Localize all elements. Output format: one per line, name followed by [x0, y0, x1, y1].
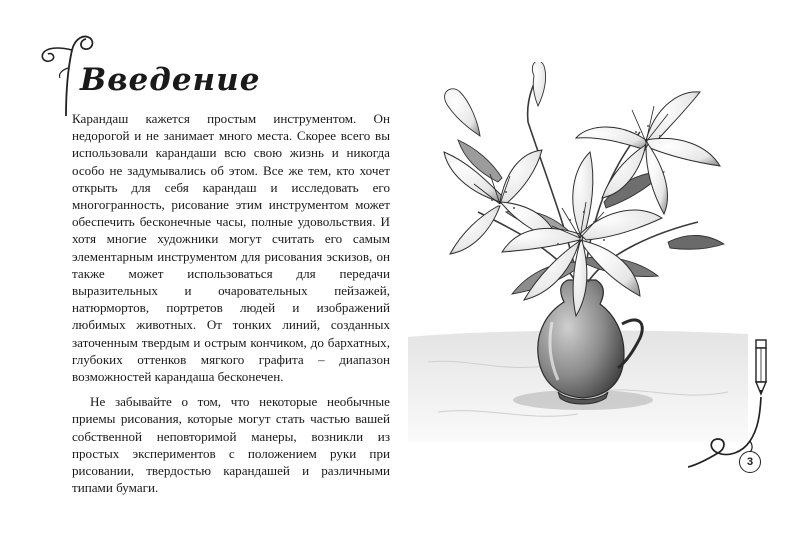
paragraph-2: Не забывайте о том, что некоторые необычные приемы рисования, которые могут стать частью вашей собственной неповторимой манеры, возникли из простых экспериментов с положением руки при рисовании, твердостью карандашей и различными типами бумаги.: [72, 394, 390, 496]
page-number: 3: [739, 451, 761, 473]
pencil-icon: [750, 338, 772, 398]
paragraph-1: Карандаш кажется простым инструментом. Он недорогой и не занимает много места. Скорее всего вы использовали карандаши всю свою жизнь и никогда особо не задумывались об этом. Все же тем, кто хочет открыть для себя карандаш и исследовать его многогранность, рисование этим инструментом может обеспечить бесконечные часы, полные удовольствия. И хотя многие художники могут считать его самым элементарным инструментом для рисования эскизов, он также может использоваться для передачи выразительных и очаровательных пейзажей, натюрмортов, портретов людей и изображений любимых животных. От тонких линий, созданных заточенным твердым и острым кончиком, до бархатных, глубоких оттенков мягкого графита – диапазон возможностей карандаша бесконечен.: [72, 111, 390, 385]
body-text: [72, 110, 390, 496]
chapter-title: Введение: [80, 62, 261, 98]
lily-vase-illustration: [408, 62, 748, 442]
